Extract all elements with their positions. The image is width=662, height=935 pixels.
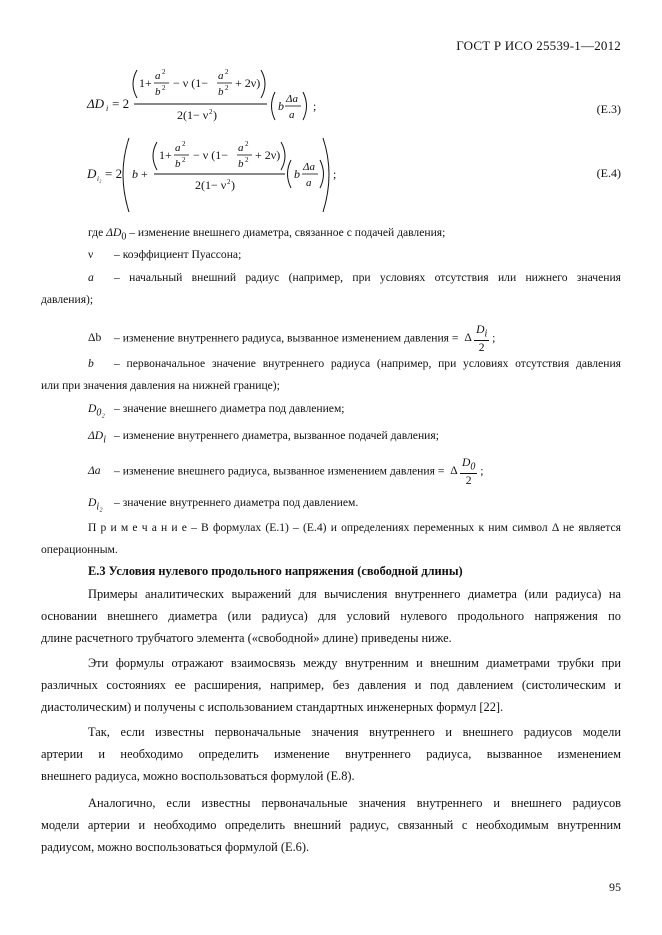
svg-text:Δa: Δa <box>303 161 315 173</box>
svg-text:Δa: Δa <box>286 93 298 105</box>
definition-b: b – первоначальное значение внутреннего радиуса (например, при условиях отсутствия давления <box>88 357 621 370</box>
svg-text:− ν (1−: − ν (1− <box>193 148 228 162</box>
svg-text:2: 2 <box>182 140 186 148</box>
equation-number-e4: (Е.4) <box>596 166 621 180</box>
svg-text:a: a <box>155 70 161 82</box>
formula-e3 <box>85 62 325 132</box>
definition-a: a – начальный внешний радиус (например, при условиях отсутствия или нижнего значения <box>88 271 621 284</box>
fraction-d0-over-2: $\frac{D_0}{2}$ <box>462 456 476 488</box>
svg-text:2: 2 <box>162 84 166 92</box>
svg-text:b: b <box>294 167 300 181</box>
formula-e4 <box>85 134 345 216</box>
svg-text:2: 2 <box>225 84 229 92</box>
paragraph-4: Аналогично, если известны первоначальные значения внутреннего и внешнего радиусов модели артерии и необходимо определить внешний радиус, связанный с необходимым внутренним радиусом, можно воспользоваться формулой (Е.6). <box>41 796 621 854</box>
svg-text:ΔD: ΔD <box>87 96 105 111</box>
definition-d02: $D_{0_2}$ – значение внешнего диаметра под давлением; <box>88 402 345 419</box>
svg-text:− ν (1−: − ν (1− <box>173 76 208 90</box>
page-number: 95 <box>609 880 621 894</box>
svg-text:b: b <box>238 158 244 170</box>
definition-b-continued: или при значения давления на нижней границе); <box>41 379 280 392</box>
svg-text:+ 2ν): + 2ν) <box>235 76 261 90</box>
svg-text:b: b <box>278 99 284 113</box>
svg-text:a: a <box>289 109 295 121</box>
page-header: ГОСТ Р ИСО 25539-1—2012 <box>456 38 621 53</box>
svg-text:a: a <box>218 70 224 82</box>
definition-d0: где $\Delta D_0$ – изменение внешнего диаметра, связанное с подачей давления; <box>88 226 446 243</box>
svg-text:;: ; <box>313 99 317 113</box>
note-continued: операционным. <box>41 543 118 556</box>
note: П р и м е ч а н и е – В формулах (Е.1) – (Е.4) и определениях переменных к ним символ Δ не является <box>88 521 621 534</box>
svg-text:): ) <box>213 108 217 122</box>
svg-text:2: 2 <box>162 68 166 76</box>
svg-text:= 2: = 2 <box>112 96 130 111</box>
svg-text:2(1− ν: 2(1− ν <box>195 178 227 192</box>
definition-da: Δa – изменение внешнего радиуса, вызванное изменением давления = Δ $\frac{D_0}{2}$ ; <box>88 456 484 488</box>
definition-di2: $D_{i_2}$ – значение внутреннего диаметра под давлением. <box>88 496 359 513</box>
svg-text:b: b <box>132 167 138 181</box>
svg-text:a: a <box>175 142 181 154</box>
svg-text:a: a <box>306 177 312 189</box>
fraction-di-over-2: $\frac{D_i}{2}$ <box>476 323 488 355</box>
definition-db: Δb – изменение внутреннего радиуса, вызванное изменением давления = Δ $\frac{D_i}{2}$ ; <box>88 323 496 355</box>
svg-text:2(1− ν: 2(1− ν <box>177 108 209 122</box>
svg-text:b: b <box>218 86 224 98</box>
svg-text:= 2: = 2 <box>105 166 123 181</box>
svg-text:2: 2 <box>182 156 186 164</box>
paragraph-1: Примеры аналитических выражений для вычисления внутреннего диаметра (или радиуса) на основании внешнего диаметра (или радиуса) для условий нулевого продольного напряжения по длине расчетного трубчатого элемента («свободной» длине) приведены ниже. <box>41 587 621 645</box>
svg-text:): ) <box>231 178 235 192</box>
svg-text:2: 2 <box>245 140 249 148</box>
svg-text:1+: 1+ <box>159 148 172 162</box>
svg-text:2: 2 <box>245 156 249 164</box>
definition-a-continued: давления); <box>41 293 94 306</box>
svg-text:+ 2ν): + 2ν) <box>255 148 281 162</box>
equation-number-e3: (Е.3) <box>596 102 621 116</box>
svg-text:a: a <box>238 142 244 154</box>
paragraph-2: Эти формулы отражают взаимосвязь между внутренним и внешним диаметрами трубки при различных состояниях ее расширения, например, без давления и под давлением (систолическим и диастолическим) и получены с использованием стандартных инженерных формул [22]. <box>41 656 621 714</box>
svg-text:i: i <box>106 104 109 113</box>
definition-nu: ν – коэффициент Пуассона; <box>88 248 242 261</box>
svg-text:2: 2 <box>225 68 229 76</box>
section-title: Е.3 Условия нулевого продольного напряжения (свободной длины) <box>88 564 463 578</box>
svg-text:b: b <box>175 158 181 170</box>
svg-text:2: 2 <box>209 108 213 116</box>
svg-text:b: b <box>155 86 161 98</box>
svg-text:i₂: i₂ <box>97 175 102 183</box>
svg-text:2: 2 <box>227 178 231 186</box>
svg-text:;: ; <box>333 167 337 181</box>
definition-ddi: $\Delta D_i$ – изменение внутреннего диаметра, вызванное подачей давления; <box>88 429 439 446</box>
paragraph-3: Так, если известны первоначальные значения внутреннего и внешнего радиусов модели артерии и необходимо определить изменение внутреннего радиуса, вызванное изменением внешнего радиуса, можно воспользоваться формулой (Е.8). <box>41 725 621 783</box>
svg-text:D: D <box>87 166 97 181</box>
svg-text:1+: 1+ <box>139 76 152 90</box>
svg-text:+: + <box>141 167 148 181</box>
